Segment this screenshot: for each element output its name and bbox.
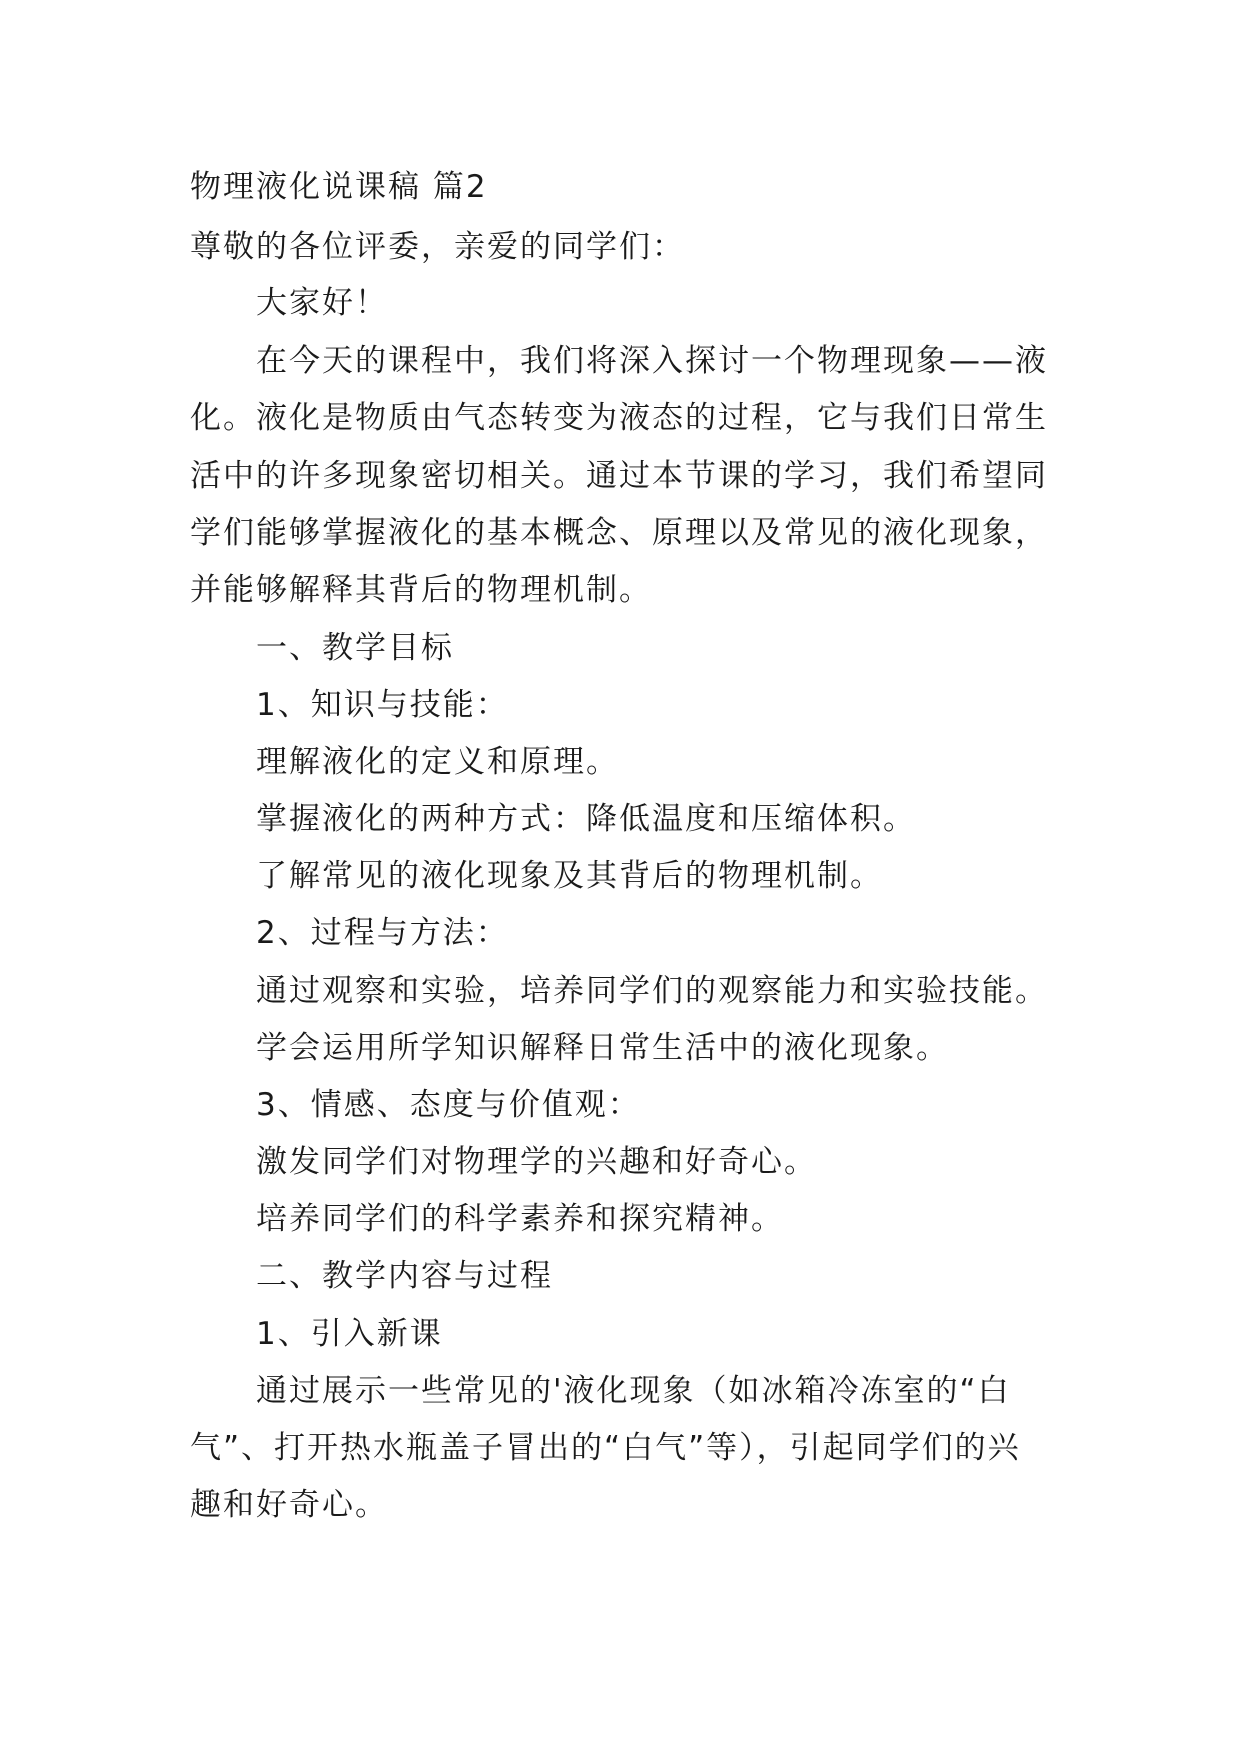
- intro-line-5: 并能够解释其背后的物理机制。: [190, 572, 652, 608]
- intro-line-4: 学们能够掌握液化的基本概念、原理以及常见的液化现象，: [190, 515, 1048, 551]
- step1-line-2: 气”、打开热水瓶盖子冒出的“白气”等），引起同学们的兴: [190, 1430, 1021, 1466]
- greeting: 尊敬的各位评委，亲爱的同学们：: [190, 229, 685, 265]
- goal1-item-1: 理解液化的定义和原理。: [256, 744, 619, 780]
- goal3-item-1: 激发同学们对物理学的兴趣和好奇心。: [256, 1144, 817, 1180]
- hello-line: 大家好！: [256, 285, 388, 321]
- document-title: 物理液化说课稿 篇2: [190, 169, 488, 205]
- goal2-item-2: 学会运用所学知识解释日常生活中的液化现象。: [256, 1030, 949, 1066]
- goal2-item-1: 通过观察和实验，培养同学们的观察能力和实验技能。: [256, 973, 1048, 1009]
- goal3-heading: 3、情感、态度与价值观：: [256, 1087, 641, 1123]
- intro-line-3: 活中的许多现象密切相关。通过本节课的学习，我们希望同: [190, 458, 1048, 494]
- section-heading-content: 二、教学内容与过程: [256, 1258, 553, 1294]
- intro-line-1: 在今天的课程中，我们将深入探讨一个物理现象——液: [256, 343, 1048, 379]
- goal2-heading: 2、过程与方法：: [256, 915, 509, 951]
- intro-line-2: 化。液化是物质由气态转变为液态的过程，它与我们日常生: [190, 400, 1048, 436]
- step1-line-3: 趣和好奇心。: [190, 1487, 388, 1523]
- step1-heading: 1、引入新课: [256, 1316, 443, 1352]
- goal1-item-3: 了解常见的液化现象及其背后的物理机制。: [256, 858, 883, 894]
- goal3-item-2: 培养同学们的科学素养和探究精神。: [256, 1201, 784, 1237]
- goal1-heading: 1、知识与技能：: [256, 687, 509, 723]
- section-heading-goals: 一、教学目标: [256, 630, 454, 666]
- goal1-item-2: 掌握液化的两种方式：降低温度和压缩体积。: [256, 801, 916, 837]
- step1-line-1: 通过展示一些常见的'液化现象（如冰箱冷冻室的“白: [256, 1373, 1011, 1409]
